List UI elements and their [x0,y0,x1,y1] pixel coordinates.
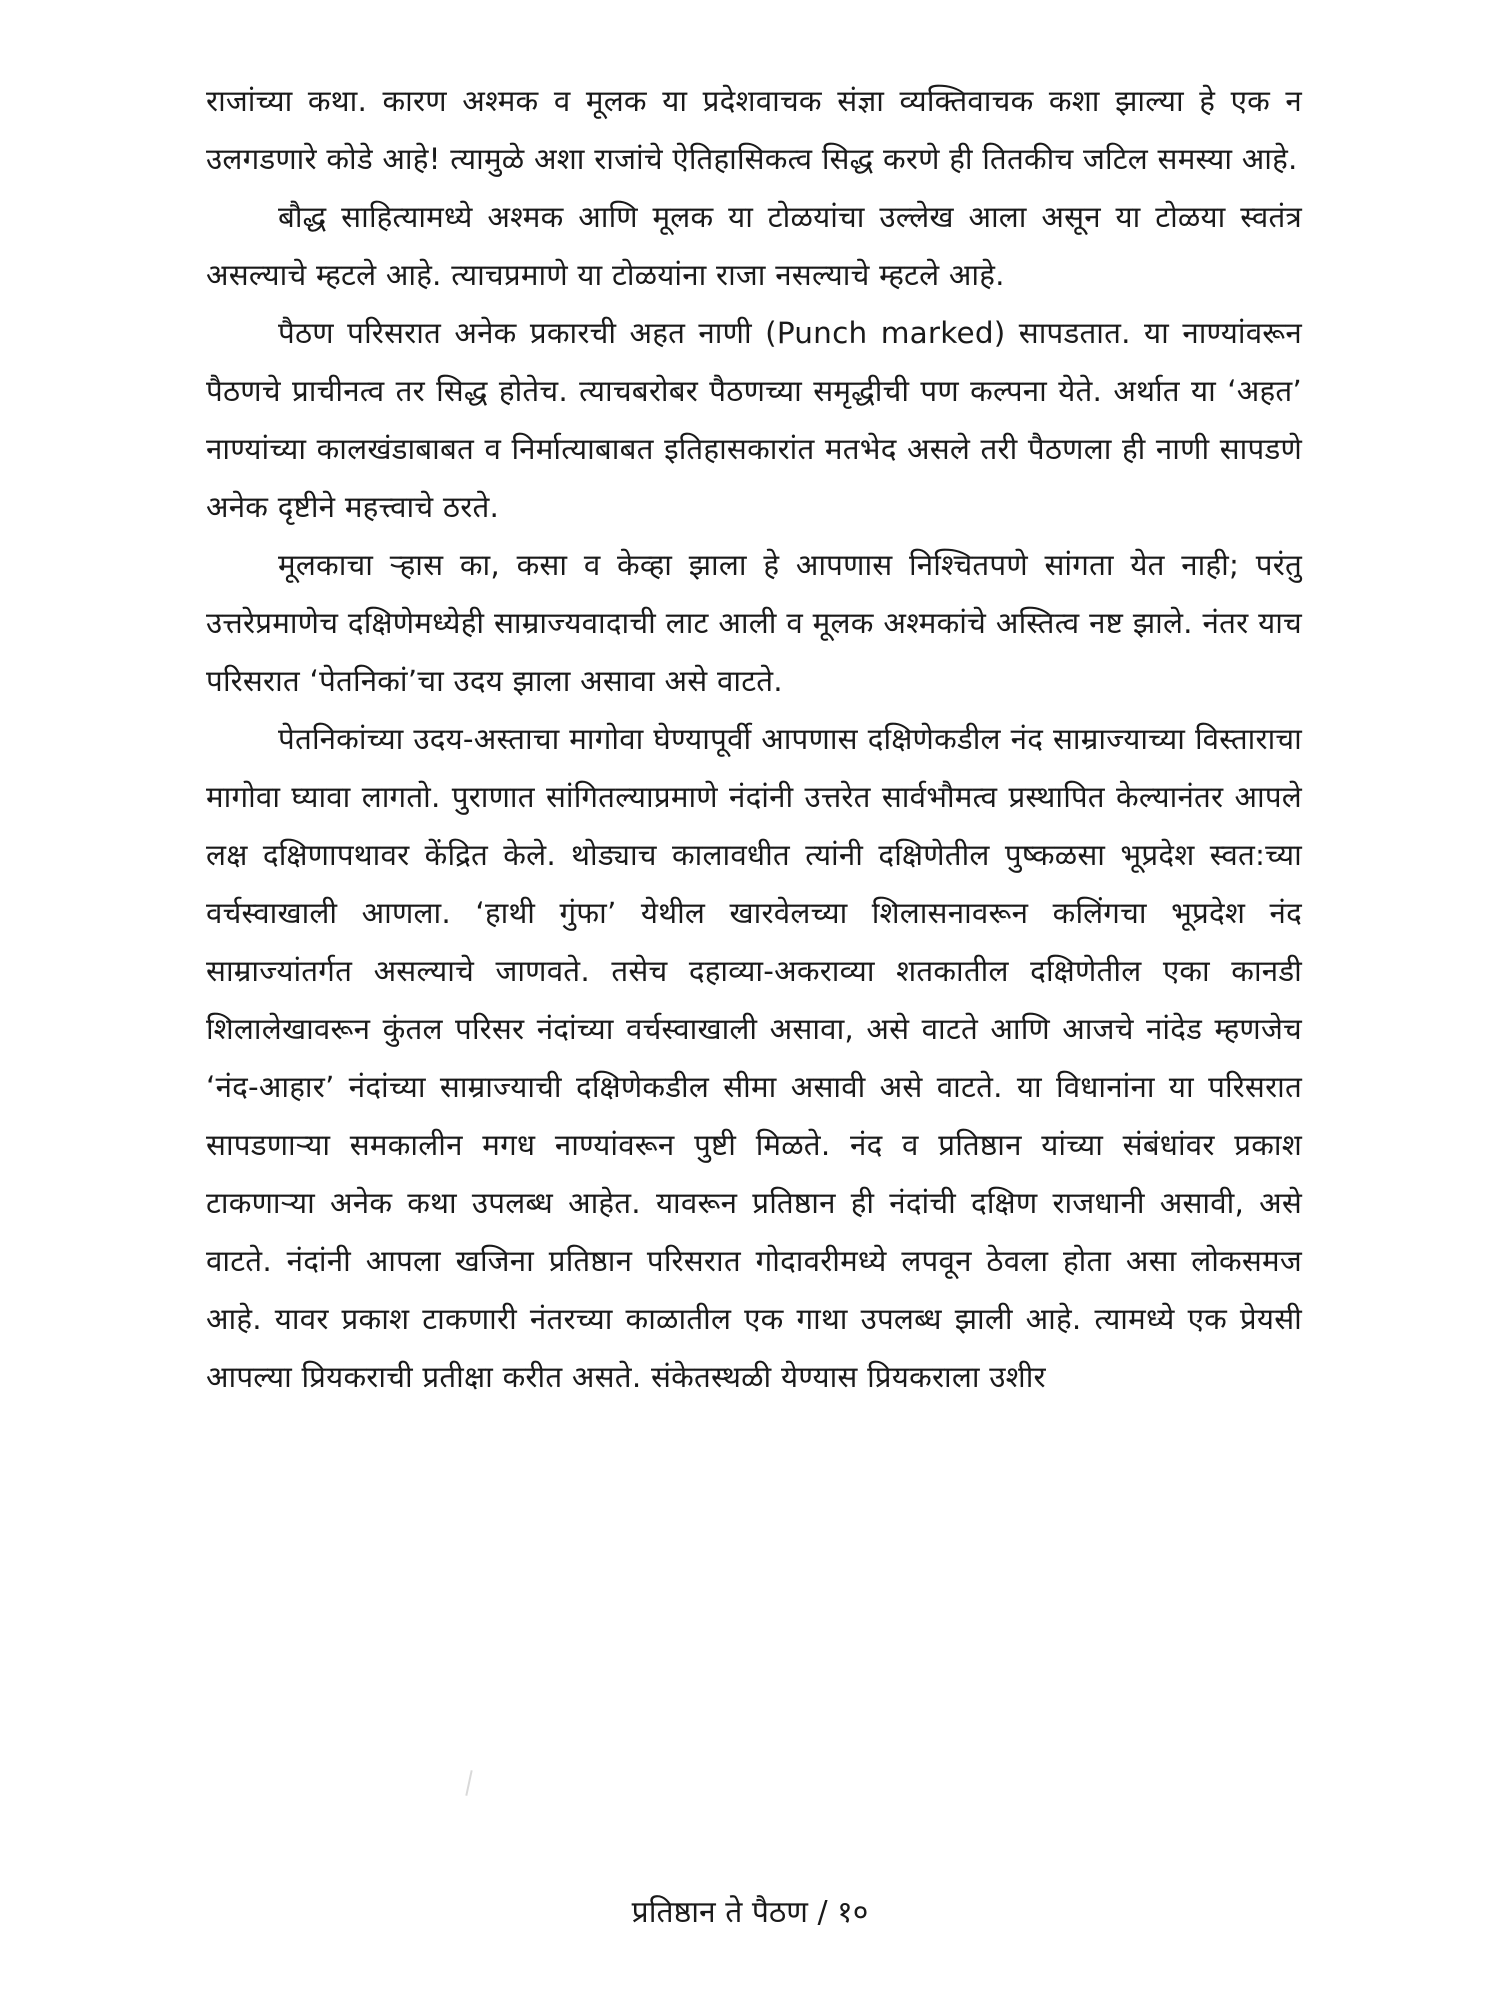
paragraph-continuation: राजांच्या कथा. कारण अश्मक व मूलक या प्रदेशवाचक संज्ञा व्यक्तिवाचक कशा झाल्या हे एक न उलगडणारे कोडे आहे! त्यामुळे अशा राजांचे ऐतिहासिकत्व सिद्ध करणे ही तितकीच जटिल समस्या आहे. [206,84,1302,176]
paragraph-buddhist-literature: बौद्ध साहित्यामध्ये अश्मक आणि मूलक या टोळयांचा उल्लेख आला असून या टोळया स्वतंत्र असल्याचे म्हटले आहे. त्याचप्रमाणे या टोळयांना राजा नसल्याचे म्हटले आहे. [206,200,1302,292]
paragraph-punch-marked-coins: पैठण परिसरात अनेक प्रकारची अहत नाणी (Punch marked) सापडतात. या नाण्यांवरून पैठणचे प्राचीनत्व तर सिद्ध होतेच. त्याचबरोबर पैठणच्या समृद्धीची पण कल्पना येते. अर्थात या ‘अहत’ नाण्यांच्या कालखंडाबाबत व निर्मात्याबाबत इतिहासकारांत मतभेद असले तरी पैठणला ही नाणी सापडणे अनेक दृष्टीने महत्त्वाचे ठरते. [206,316,1302,524]
scan-mark [465,1770,472,1796]
page-footer: प्रतिष्ठान ते पैठण / १० [631,1895,869,1930]
paragraph-nanda-empire: पेतनिकांच्या उदय-अस्ताचा मागोवा घेण्यापूर्वी आपणास दक्षिणेकडील नंद साम्राज्याच्या विस्ताराचा मागोवा घ्यावा लागतो. पुराणात सांगितल्याप्रमाणे नंदांनी उत्तरेत सार्वभौमत्व प्रस्थापित केल्यानंतर आपले लक्ष दक्षिणापथावर केंद्रित केले. थोड्याच कालावधीत त्यांनी दक्षिणेतील पुष्कळसा भूप्रदेश स्वत:च्या वर्चस्वाखाली आणला. ‘हाथी गुंफा’ येथील खारवेलच्या शिलासनावरून कलिंगचा भूप्रदेश नंद साम्राज्यांतर्गत असल्याचे जाणवते. तसेच दहाव्या-अकराव्या शतकातील दक्षिणेतील एका कानडी शिलालेखावरून कुंतल परिसर नंदांच्या वर्चस्वाखाली असावा, असे वाटते आणि आजचे नांदेड म्हणजेच ‘नंद-आहार’ नंदांच्या साम्राज्याची दक्षिणेकडील सीमा असावी असे वाटते. या विधानांना या परिसरात सापडणाऱ्या समकालीन मगध नाण्यांवरून पुष्टी मिळते. नंद व प्रतिष्ठान यांच्या संबंधांवर प्रकाश टाकणाऱ्या अनेक कथा उपलब्ध आहेत. यावरून प्रतिष्ठान ही नंदांची दक्षिण राजधानी असावी, असे वाटते. नंदांनी आपला खजिना प्रतिष्ठान परिसरात गोदावरीमध्ये लपवून ठेवला होता असा लोकसमज आहे. यावर प्रकाश टाकणारी नंतरच्या काळातील एक गाथा उपलब्ध झाली आहे. त्यामध्ये एक प्रेयसी आपल्या प्रियकराची प्रतीक्षा करीत असते. संकेतस्थळी येण्यास प्रियकराला उशीर [206,722,1302,1394]
body-text [206,72,1302,1406]
paragraph-mulaka-decline: मूलकाचा ऱ्हास का, कसा व केव्हा झाला हे आपणास निश्चितपणे सांगता येत नाही; परंतु उत्तरेप्रमाणेच दक्षिणेमध्येही साम्राज्यवादाची लाट आली व मूलक अश्मकांचे अस्तित्व नष्ट झाले. नंतर याच परिसरात ‘पेतनिकां’चा उदय झाला असावा असे वाटते. [206,548,1302,698]
